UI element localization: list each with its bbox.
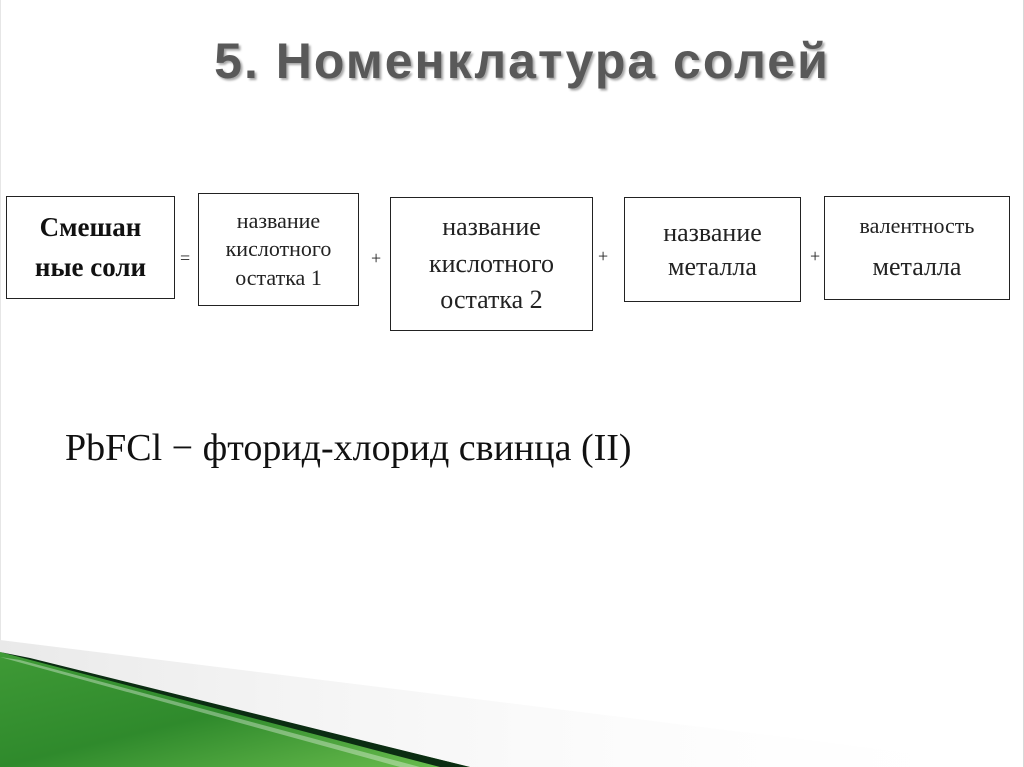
plus-operator-3: + (810, 246, 821, 266)
plus-operator-2: + (598, 246, 609, 266)
acid-residue-1-line-3: остатка 1 (235, 264, 322, 290)
mixed-salts-line-1: Смешан (39, 212, 142, 243)
metal-valence-box (824, 196, 1010, 300)
acid-residue-2-line-3: остатка 2 (440, 285, 543, 315)
metal-name-line-2: металла (668, 251, 757, 281)
acid-residue-2-line-2: кислотного (428, 248, 554, 278)
equals-operator: = (180, 248, 191, 268)
example-formula: PbFCl − фторид-хлорид свинца (II) (65, 427, 632, 469)
metal-valence-line-2: металла (872, 251, 962, 281)
metal-name-box (624, 197, 801, 302)
acid-residue-1-line-1: название (236, 207, 321, 233)
acid-residue-2-box (390, 197, 593, 331)
plus-operator-1: + (371, 248, 382, 268)
acid-residue-1-line-2: кислотного (225, 236, 332, 262)
green-swoosh-decoration (0, 600, 1024, 767)
acid-residue-1-box (198, 193, 359, 306)
slide-title: 5. Номенклатура солей (214, 33, 830, 89)
mixed-salts-box (6, 196, 175, 299)
mixed-salts-line-2: ные соли (34, 251, 147, 282)
acid-residue-2-line-1: название (442, 212, 541, 242)
metal-name-line-1: название (663, 217, 762, 247)
metal-valence-line-1: валентность (859, 213, 975, 239)
